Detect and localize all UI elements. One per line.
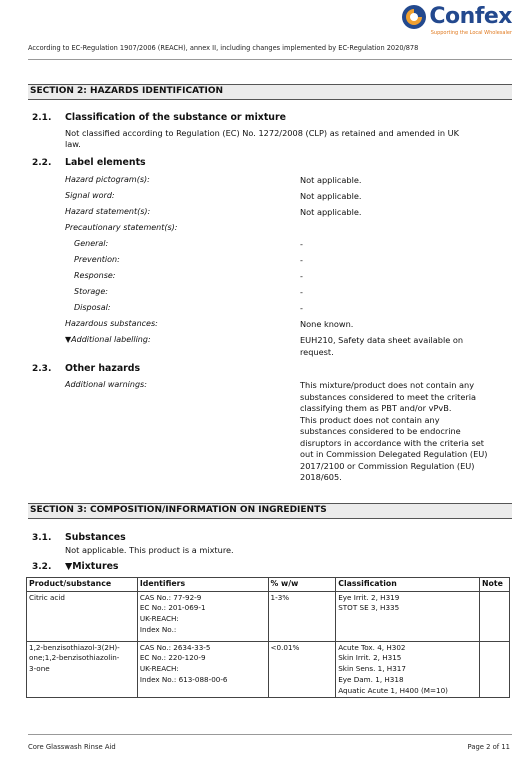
- classification-line: Skin Irrit. 2, H315: [338, 653, 402, 663]
- product-line: Citric acid: [29, 592, 65, 602]
- header-divider: [28, 59, 512, 60]
- label-row: Hazard statement(s):: [65, 207, 151, 216]
- identifier-line: CAS No.: 77-92-9: [139, 592, 202, 602]
- label-value: -: [300, 303, 303, 313]
- classification-cell: [336, 591, 480, 641]
- label-row: Hazardous substances:: [65, 319, 158, 328]
- label-value: -: [300, 239, 303, 249]
- identifier-line: EC No.: 220-120-9: [139, 653, 206, 663]
- footer-page-number: Page 2 of 11: [467, 743, 510, 751]
- column-header: Classification: [336, 578, 480, 592]
- product-line: 1,2-benzisothiazol-3(2H)-: [29, 642, 120, 652]
- note-cell: [479, 591, 509, 641]
- warning-line: 2018/605.: [300, 472, 342, 482]
- table-row: [27, 591, 510, 641]
- identifiers-cell: [137, 591, 268, 641]
- classification-line: Eye Dam. 1, H318: [338, 674, 404, 684]
- s21-text-line2: law.: [65, 139, 81, 149]
- percent-cell: 1-3%: [268, 591, 336, 641]
- footer-product: Core Glasswash Rinse Aid: [28, 743, 116, 751]
- s31-title: Substances: [65, 532, 126, 543]
- brand-tagline: Supporting the Local Wholesaler: [430, 30, 512, 36]
- confex-logo: [401, 4, 512, 36]
- table-row: [27, 641, 510, 698]
- label-row: General:: [74, 239, 109, 248]
- label-value: -: [300, 287, 303, 297]
- classification-cell: [336, 641, 480, 698]
- s31-number: 3.1.: [32, 533, 52, 543]
- label-value: Not applicable.: [300, 191, 362, 201]
- label-row: ▼Additional labelling:: [65, 335, 151, 344]
- product-cell: [27, 641, 138, 698]
- label-row: Prevention:: [74, 255, 120, 264]
- section3-title: SECTION 3: COMPOSITION/INFORMATION ON INGREDIENTS: [30, 505, 327, 515]
- warning-line: This product does not contain any: [300, 414, 440, 425]
- percent-cell: <0.01%: [268, 641, 336, 698]
- identifier-line: Index No.:: [139, 624, 177, 634]
- label-value: Not applicable.: [300, 175, 362, 185]
- label-value: EUH210, Safety data sheet available on: [300, 335, 464, 345]
- label-row: Precautionary statement(s):: [65, 223, 178, 232]
- note-cell: [479, 641, 509, 698]
- s31-text: Not applicable. This product is a mixture.: [65, 545, 234, 555]
- classification-line: Acute Tox. 4, H302: [338, 642, 406, 652]
- label-row: Storage:: [74, 287, 108, 296]
- warning-line: 2017/2100 or Commission Regulation (EU): [300, 460, 475, 471]
- section3-header: [28, 503, 512, 519]
- section2-title: SECTION 2: HAZARDS IDENTIFICATION: [30, 86, 224, 96]
- label-row: Disposal:: [74, 303, 111, 312]
- label-value: -: [300, 271, 303, 281]
- column-header: Identifiers: [137, 578, 268, 592]
- warning-line: classifying them as PBT and/or vPvB.: [300, 403, 452, 413]
- label-value: -: [300, 255, 303, 265]
- product-line: 3-one: [29, 664, 50, 674]
- label-value: None known.: [300, 319, 354, 329]
- s32-number: 3.2.: [32, 562, 52, 572]
- product-cell: [27, 591, 138, 641]
- label-row: Signal word:: [65, 191, 115, 200]
- brand-name: Confex: [429, 4, 512, 29]
- classification-line: Eye Irrit. 2, H319: [338, 592, 400, 602]
- classification-line: Skin Sens. 1, H317: [338, 664, 406, 674]
- classification-line: Aquatic Acute 1, H400 (M=10): [338, 685, 448, 695]
- label-row: Response:: [74, 271, 116, 280]
- column-header: Product/substance: [27, 578, 138, 592]
- s23-number: 2.3.: [32, 364, 52, 374]
- warning-line: out in Commission Delegated Regulation (EU): [300, 449, 488, 459]
- column-header: % w/w: [268, 578, 336, 592]
- label-value: Not applicable.: [300, 207, 362, 217]
- s23-title: Other hazards: [65, 363, 141, 374]
- classification-line: STOT SE 3, H335: [338, 603, 400, 613]
- table-header-row: [27, 578, 510, 592]
- identifier-line: UK-REACH:: [139, 664, 179, 674]
- label-row: Hazard pictogram(s):: [65, 175, 150, 184]
- identifiers-cell: [137, 641, 268, 698]
- s21-number: 2.1.: [32, 113, 52, 123]
- s32-title: ▼Mixtures: [65, 561, 119, 572]
- column-header: Note: [479, 578, 509, 592]
- additional-warnings-label: Additional warnings:: [65, 380, 147, 389]
- label-value-cont: request.: [300, 347, 334, 357]
- warning-line: substances considered to meet the criteria: [300, 391, 477, 402]
- identifier-line: UK-REACH:: [139, 614, 179, 624]
- s22-title: Label elements: [65, 157, 146, 168]
- section2-header: [28, 84, 512, 100]
- s22-number: 2.2.: [32, 158, 52, 168]
- warning-line: disruptors in accordance with the criteria set: [300, 437, 484, 448]
- identifier-line: CAS No.: 2634-33-5: [139, 642, 211, 652]
- warning-line: This mixture/product does not contain any: [300, 380, 475, 390]
- product-line: one;1,2-benzisothiazolin-: [29, 653, 120, 663]
- footer-divider: [28, 734, 512, 735]
- logo-c-icon: [401, 4, 427, 30]
- s21-title: Classification of the substance or mixture: [65, 112, 286, 123]
- warning-line: substances considered to be endocrine: [300, 426, 461, 436]
- regulation-line: According to EC-Regulation 1907/2006 (REACH), annex II, including changes implemented by EC-Regulation 2020/878: [28, 44, 419, 52]
- identifier-line: Index No.: 613-088-00-6: [139, 674, 228, 684]
- identifier-line: EC No.: 201-069-1: [139, 603, 206, 613]
- s21-text-line1: Not classified according to Regulation (EC) No. 1272/2008 (CLP) as retained and amended in UK: [65, 128, 460, 138]
- mixtures-table: [26, 577, 510, 698]
